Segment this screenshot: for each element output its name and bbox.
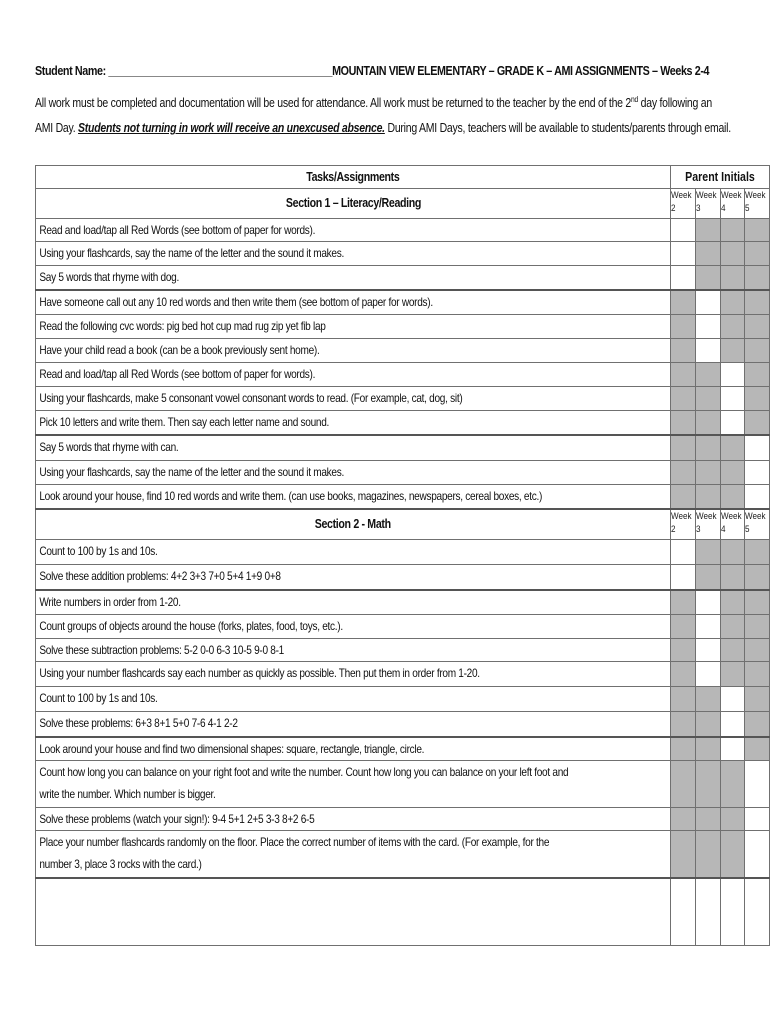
shaded-cell <box>695 761 720 808</box>
shaded-cell <box>745 411 770 436</box>
shaded-cell <box>671 712 696 738</box>
shaded-cell <box>695 485 720 510</box>
initial-cell[interactable] <box>720 878 745 946</box>
shaded-cell <box>745 615 770 639</box>
assignment-row <box>36 461 770 485</box>
assignment-row <box>36 662 770 687</box>
assignment-row <box>36 590 770 615</box>
shaded-cell <box>671 808 696 831</box>
assignment-text: Look around your house and find two dimensional shapes: square, rectangle, triangle, circle. <box>39 742 425 756</box>
blank-cell[interactable] <box>36 878 671 946</box>
initial-cell[interactable] <box>695 590 720 615</box>
section1-title <box>36 189 671 219</box>
assignment-text-cell <box>36 761 671 808</box>
assignment-row <box>36 831 770 879</box>
shaded-cell <box>745 540 770 565</box>
assignment-text-cell <box>36 737 671 761</box>
section1-title-label: Section 1 – Literacy/Reading <box>285 196 421 210</box>
absence-warning: Students not turning in work will receive an unexcused absence. <box>78 121 385 136</box>
initial-cell[interactable] <box>695 615 720 639</box>
assignment-text: Pick 10 letters and write them. Then say each letter name and sound. <box>39 415 330 429</box>
initial-cell[interactable] <box>695 662 720 687</box>
shaded-cell <box>671 363 696 387</box>
shaded-cell <box>671 737 696 761</box>
shaded-cell <box>671 485 696 510</box>
assignment-row <box>36 687 770 712</box>
shaded-cell <box>695 687 720 712</box>
parent-initials-label: Parent Initials <box>685 170 755 184</box>
initial-cell[interactable] <box>720 363 745 387</box>
assignment-text: Solve these problems (watch your sign!): 9-4 5+1 2+5 3-3 8+2 6-5 <box>39 812 315 826</box>
assignment-text-cell <box>36 565 671 591</box>
initial-cell[interactable] <box>745 485 770 510</box>
assignment-text-cell <box>36 411 671 436</box>
assignment-row <box>36 639 770 662</box>
shaded-cell <box>745 290 770 315</box>
assignment-text-cell <box>36 461 671 485</box>
initial-cell[interactable] <box>671 540 696 565</box>
assignment-row <box>36 808 770 831</box>
shaded-cell <box>720 461 745 485</box>
shaded-cell <box>671 639 696 662</box>
week-number: 5 <box>745 203 750 213</box>
shaded-cell <box>720 266 745 291</box>
week-label: Week <box>695 511 717 521</box>
assignment-text-cell <box>36 242 671 266</box>
assignment-row <box>36 387 770 411</box>
instructions-line-2 <box>35 116 731 141</box>
assignment-text-cell <box>36 485 671 510</box>
assignment-text-cell <box>36 290 671 315</box>
assignment-text: Using your flashcards, say the name of the letter and the sound it makes. <box>39 246 345 260</box>
shaded-cell <box>695 712 720 738</box>
assignment-text: Using your flashcards, make 5 consonant vowel consonant words to read. (For example, cat, dog, sit) <box>39 391 463 405</box>
assignment-text: Using your flashcards, say the name of the letter and the sound it makes. <box>39 465 345 479</box>
ordinal-suffix: nd <box>631 95 639 104</box>
table-header-row <box>36 166 770 189</box>
week-label: Week <box>745 511 766 521</box>
shaded-cell <box>720 485 745 510</box>
section1-header-row <box>36 189 770 219</box>
assignment-row <box>36 411 770 436</box>
initial-cell[interactable] <box>671 878 696 946</box>
initial-cell[interactable] <box>695 339 720 363</box>
assignment-text-cell <box>36 590 671 615</box>
section2-header-row <box>36 509 770 540</box>
assignment-text: Using your number flashcards say each number as quickly as possible. Then put them in order from 1-20. <box>39 666 480 680</box>
assignment-text-cell <box>36 615 671 639</box>
week-header <box>671 189 696 219</box>
assignment-text-cell <box>36 339 671 363</box>
shaded-cell <box>671 687 696 712</box>
initial-cell[interactable] <box>745 761 770 808</box>
assignment-row <box>36 761 770 808</box>
week-header <box>720 509 745 540</box>
assignment-row <box>36 339 770 363</box>
assignment-row <box>36 363 770 387</box>
tasks-header <box>36 166 671 189</box>
instructions <box>35 87 731 141</box>
week-number: 4 <box>720 203 726 213</box>
section2-title-label: Section 2 - Math <box>314 517 392 531</box>
assignment-text-cell <box>36 540 671 565</box>
assignment-text: Have someone call out any 10 red words and then write them (see bottom of paper for words). <box>39 295 433 309</box>
initial-cell[interactable] <box>671 266 696 291</box>
shaded-cell <box>745 219 770 242</box>
initial-cell[interactable] <box>695 878 720 946</box>
initial-cell[interactable] <box>745 461 770 485</box>
shaded-cell <box>720 808 745 831</box>
school-title: MOUNTAIN VIEW ELEMENTARY – GRADE K – AMI ASSIGNMENTS – Weeks 2-4 <box>332 64 710 78</box>
shaded-cell <box>671 339 696 363</box>
initial-cell[interactable] <box>720 687 745 712</box>
initial-cell[interactable] <box>745 831 770 879</box>
tasks-header-label: Tasks/Assignments <box>306 170 400 184</box>
week-label: Week <box>745 190 766 200</box>
assignments-table-body <box>36 166 770 946</box>
assignment-text: Solve these problems: 6+3 8+1 5+0 7-6 4-1 2-2 <box>39 716 238 730</box>
shaded-cell <box>720 315 745 339</box>
shaded-cell <box>695 831 720 879</box>
assignment-text: Count groups of objects around the house (forks, plates, food, toys, etc.). <box>39 619 343 633</box>
shaded-cell <box>671 461 696 485</box>
blank-row <box>36 878 770 946</box>
shaded-cell <box>695 808 720 831</box>
assignment-text: Count to 100 by 1s and 10s. <box>39 691 158 705</box>
assignment-text-cell <box>36 831 671 879</box>
week-number: 5 <box>745 524 750 534</box>
parent-initials-header <box>671 166 770 189</box>
shaded-cell <box>720 540 745 565</box>
instructions-text: During AMI Days, teachers will be available to students/parents through email. <box>384 121 731 136</box>
shaded-cell <box>671 831 696 879</box>
initial-cell[interactable] <box>720 411 745 436</box>
assignment-text: Solve these addition problems: 4+2 3+3 7+0 5+4 1+9 0+8 <box>39 569 281 583</box>
assignment-text-cell <box>36 662 671 687</box>
initial-cell[interactable] <box>671 565 696 591</box>
initial-cell[interactable] <box>745 808 770 831</box>
assignments-table <box>35 165 770 946</box>
assignment-row <box>36 485 770 510</box>
instructions-line-1 <box>35 87 712 116</box>
week-number: 3 <box>695 203 701 213</box>
assignment-row <box>36 615 770 639</box>
week-label: Week <box>671 511 692 521</box>
shaded-cell <box>671 761 696 808</box>
initial-cell[interactable] <box>720 712 745 738</box>
shaded-cell <box>720 565 745 591</box>
initial-cell[interactable] <box>671 242 696 266</box>
assignment-text-cell <box>36 639 671 662</box>
shaded-cell <box>745 687 770 712</box>
assignment-row <box>36 266 770 291</box>
shaded-cell <box>745 242 770 266</box>
instructions-text: day following an <box>638 96 712 111</box>
shaded-cell <box>720 639 745 662</box>
initial-cell[interactable] <box>720 737 745 761</box>
shaded-cell <box>720 339 745 363</box>
week-header <box>745 189 770 219</box>
assignment-text: Write numbers in order from 1-20. <box>39 595 181 609</box>
assignment-row <box>36 435 770 461</box>
shaded-cell <box>671 590 696 615</box>
shaded-cell <box>745 315 770 339</box>
shaded-cell <box>720 615 745 639</box>
shaded-cell <box>695 461 720 485</box>
shaded-cell <box>745 363 770 387</box>
shaded-cell <box>745 339 770 363</box>
assignment-text: Read and load/tap all Red Words (see bottom of paper for words). <box>39 367 316 381</box>
week-label: Week <box>671 190 692 200</box>
week-number: 2 <box>671 203 676 213</box>
assignment-text: Look around your house, find 10 red words and write them. (can use books, magazines, newspapers, cereal boxes, etc.) <box>39 489 543 503</box>
initial-cell[interactable] <box>695 290 720 315</box>
shaded-cell <box>671 435 696 461</box>
shaded-cell <box>745 712 770 738</box>
shaded-cell <box>695 737 720 761</box>
week-label: Week <box>695 190 717 200</box>
assignment-text: Say 5 words that rhyme with dog. <box>39 270 179 284</box>
assignment-row <box>36 315 770 339</box>
shaded-cell <box>720 219 745 242</box>
shaded-cell <box>745 737 770 761</box>
week-header <box>695 509 720 540</box>
shaded-cell <box>720 242 745 266</box>
initial-cell[interactable] <box>720 387 745 411</box>
assignment-text-cell <box>36 435 671 461</box>
shaded-cell <box>671 615 696 639</box>
week-number: 4 <box>720 524 726 534</box>
assignment-row <box>36 242 770 266</box>
assignment-text-cell <box>36 266 671 291</box>
student-name-label: Student Name: ________________________________________ <box>35 64 333 78</box>
assignment-row <box>36 540 770 565</box>
assignment-row <box>36 219 770 242</box>
assignment-row <box>36 290 770 315</box>
shaded-cell <box>695 435 720 461</box>
initial-cell[interactable] <box>695 639 720 662</box>
assignment-text-cell <box>36 712 671 738</box>
week-header <box>745 509 770 540</box>
assignment-text: Say 5 words that rhyme with can. <box>39 440 179 454</box>
week-number: 2 <box>671 524 676 534</box>
week-header <box>720 189 745 219</box>
shaded-cell <box>671 315 696 339</box>
assignment-text-cell <box>36 808 671 831</box>
assignment-text: Solve these subtraction problems: 5-2 0-0 6-3 10-5 9-0 8-1 <box>39 643 284 657</box>
assignment-row <box>36 737 770 761</box>
shaded-cell <box>720 435 745 461</box>
shaded-cell <box>720 761 745 808</box>
shaded-cell <box>720 831 745 879</box>
week-header <box>695 189 720 219</box>
assignment-text: Count to 100 by 1s and 10s. <box>39 544 158 558</box>
shaded-cell <box>695 411 720 436</box>
week-label: Week <box>720 511 742 521</box>
assignment-text-cell <box>36 219 671 242</box>
assignment-text: Place your number flashcards randomly on the floor. Place the correct number of items with the card. (For example, for the number 3, place 3 rocks with the card.) <box>39 835 550 871</box>
section2-title <box>36 509 671 540</box>
shaded-cell <box>745 266 770 291</box>
shaded-cell <box>671 387 696 411</box>
initial-cell[interactable] <box>671 219 696 242</box>
shaded-cell <box>671 411 696 436</box>
assignment-text: Read the following cvc words: pig bed hot cup mad rug zip yet fib lap <box>39 319 326 333</box>
week-header <box>671 509 696 540</box>
shaded-cell <box>695 219 720 242</box>
assignment-text-cell <box>36 387 671 411</box>
instructions-text: AMI Day. <box>35 121 79 136</box>
shaded-cell <box>720 662 745 687</box>
week-number: 3 <box>695 524 701 534</box>
assignment-text-cell <box>36 315 671 339</box>
initial-cell[interactable] <box>745 878 770 946</box>
shaded-cell <box>745 387 770 411</box>
shaded-cell <box>695 363 720 387</box>
week-label: Week <box>720 190 742 200</box>
shaded-cell <box>695 387 720 411</box>
shaded-cell <box>695 266 720 291</box>
shaded-cell <box>720 590 745 615</box>
instructions-text: All work must be completed and documentation will be used for attendance. All work must be returned to the teacher by the end of the 2 <box>35 96 632 111</box>
shaded-cell <box>745 590 770 615</box>
initial-cell[interactable] <box>695 315 720 339</box>
assignment-text-cell <box>36 687 671 712</box>
initial-cell[interactable] <box>745 435 770 461</box>
assignment-text-cell <box>36 363 671 387</box>
assignment-row <box>36 565 770 591</box>
shaded-cell <box>671 662 696 687</box>
title-line <box>35 64 710 78</box>
assignment-text: Count how long you can balance on your right foot and write the number. Count how long you can balance on your left foot and write the number. Which number is bigger. <box>39 765 569 801</box>
shaded-cell <box>695 242 720 266</box>
shaded-cell <box>671 290 696 315</box>
shaded-cell <box>745 565 770 591</box>
shaded-cell <box>720 290 745 315</box>
assignment-text: Have your child read a book (can be a book previously sent home). <box>39 343 320 357</box>
shaded-cell <box>695 540 720 565</box>
shaded-cell <box>745 639 770 662</box>
shaded-cell <box>745 662 770 687</box>
assignment-text: Read and load/tap all Red Words (see bottom of paper for words). <box>39 223 316 237</box>
assignment-row <box>36 712 770 738</box>
shaded-cell <box>695 565 720 591</box>
